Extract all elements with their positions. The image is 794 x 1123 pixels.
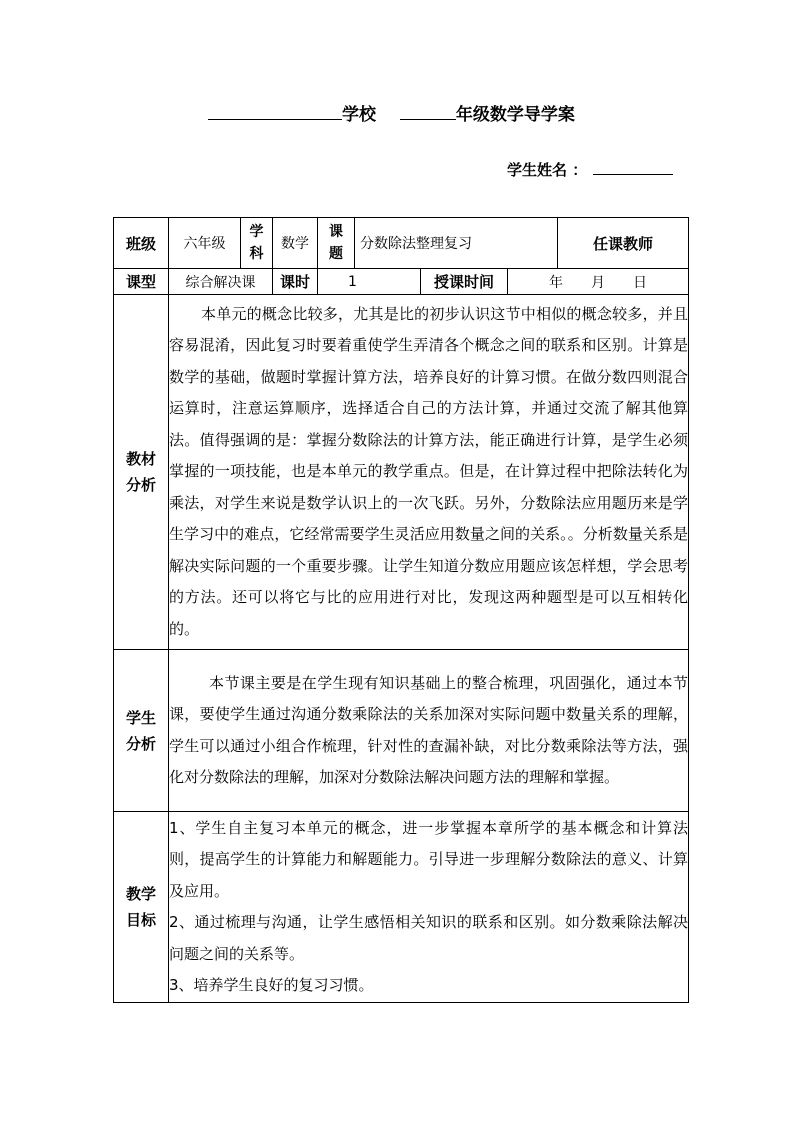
grade-suffix: 年级数学导学案 xyxy=(455,105,575,125)
time-label: 授课时间 xyxy=(421,269,508,295)
topic-value: 分数除法整理复习 xyxy=(355,218,558,269)
student-name-row xyxy=(507,156,673,180)
material-analysis-label: 教材分析 xyxy=(114,295,169,650)
material-analysis-text: 本单元的概念比较多，尤其是比的初步认识这节中相似的概念较多，并且容易混淆，因此复习时要着重使学生弄清各个概念之间的联系和区别。计算是数学的基础，做题时掌握计算方法，培养良好的计算习惯。在做分数四则混合运算时，注意运算顺序，选择适合自己的方法计算，并通过交流了解其他算法。值得强调的是：掌握分数除法的计算方法，能正确进行计算，是学生必须掌握的一项技能，也是本单元的教学重点。但是，在计算过程中把除法转化为乘法，对学生来说是数学认识上的一次飞跃。另外，分数除法应用题历来是学生学习中的难点，它经常需要学生灵活应用数量之间的关系。。分析数量关系是解决实际问题的一个重要步骤。让学生知道分数应用题应该怎样想，学会思考的方法。还可以将它与比的应用进行对比，发现这两种题型是可以互相转化的。 xyxy=(169,295,689,650)
teaching-goals-text xyxy=(169,812,689,1003)
subject-label: 学科 xyxy=(241,218,273,269)
subject-value: 数学 xyxy=(273,218,318,269)
table-row xyxy=(114,269,689,295)
student-analysis-text: 本节课主要是在学生现有知识基础上的整合梳理，巩固强化，通过本节课，要使学生通过沟通分数乘除法的关系加深对实际问题中数量关系的理解，学生可以通过小组合作梳理，针对性的查漏补缺，对比分数乘除法等方法，强化对分数除法的理解，加深对分数除法解决问题方法的理解和掌握。 xyxy=(169,650,689,812)
teacher-label: 任课教师 xyxy=(558,218,689,269)
student-analysis-label: 学生分析 xyxy=(114,650,169,812)
goal-item: 3、培养学生良好的复习习惯。 xyxy=(169,976,374,994)
student-name-label: 学生姓名 ： xyxy=(507,161,588,179)
hours-label: 课时 xyxy=(273,269,318,295)
class-value: 六年级 xyxy=(169,218,241,269)
grade-blank[interactable] xyxy=(400,101,456,120)
teaching-goals-label: 教学目标 xyxy=(114,812,169,1003)
table-row xyxy=(114,650,689,812)
table-row xyxy=(114,218,689,269)
student-name-blank[interactable] xyxy=(593,156,673,175)
table-row xyxy=(114,812,689,1003)
topic-label: 课题 xyxy=(318,218,355,269)
document-title xyxy=(208,100,628,128)
lesson-plan-table xyxy=(113,217,689,1003)
hours-value: 1 xyxy=(318,269,421,295)
goal-item: 2、通过梳理与沟通，让学生感悟相关知识的联系和区别。如分数乘除法解决问题之间的关系等。 xyxy=(169,913,689,963)
date-value: 年 月 日 xyxy=(508,269,689,295)
type-label: 课型 xyxy=(114,269,169,295)
type-value: 综合解决课 xyxy=(169,269,273,295)
class-label: 班级 xyxy=(114,218,169,269)
school-name-blank[interactable] xyxy=(208,101,342,120)
table-row xyxy=(114,295,689,650)
school-suffix: 学校 xyxy=(342,105,376,125)
goal-item: 1、学生自主复习本单元的概念，进一步掌握本章所学的基本概念和计算法则，提高学生的计算能力和解题能力。引导进一步理解分数除法的意义、计算及应用。 xyxy=(169,818,689,900)
